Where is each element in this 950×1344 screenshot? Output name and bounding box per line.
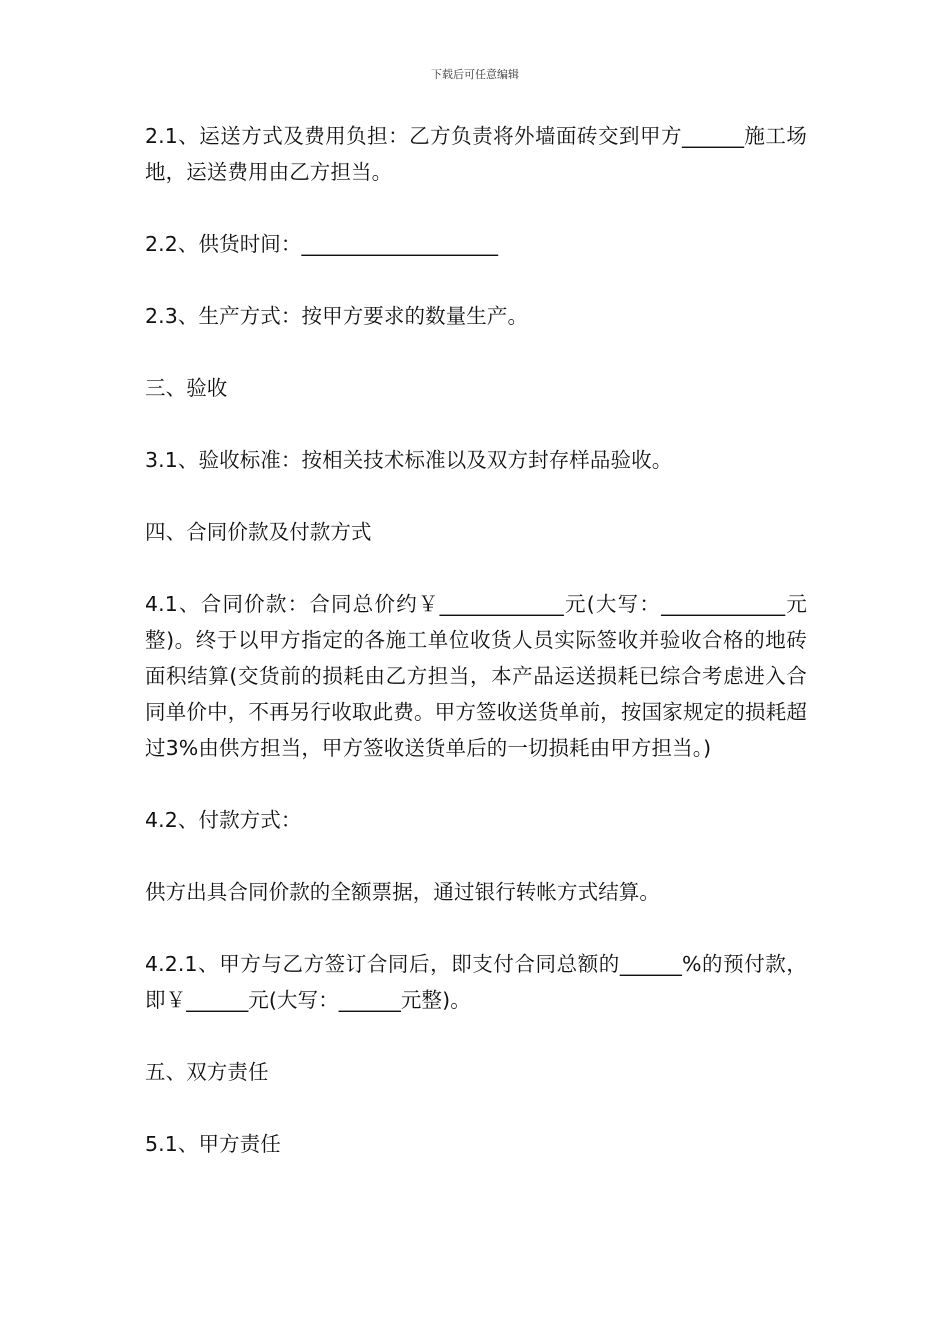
section-5-heading: 五、双方责任 [145,1060,269,1084]
payment-settlement-text: 供方出具合同价款的全额票据，通过银行转帐方式结算。 [145,880,660,904]
clause-5-1-party-a-duties: 5.1、甲方责任 [145,1132,281,1156]
clause-4-1-contract-price: 4.1、合同价款：合同总价约￥____________元(大写：____________元整)。终于以甲方指定的各施工单位收货人员实际签收并验收合格的地砖面积结算(交货前的损耗由乙方担当，本产品运送损耗已综合考虑进入合同单价中，不再另行收取此费。甲方签收送货单前，按国家规定的损耗超过3%由供方担当，甲方签收送货单后的一切损耗由甲方担当。) [145,592,807,760]
clause-4-2-1-prepayment: 4.2.1、甲方与乙方签订合同后，即支付合同总额的______%的预付款，即￥______元(大写：______元整)。 [145,952,807,1012]
section-3-heading: 三、验收 [145,376,228,400]
page-header: 下载后可任意编辑 [431,68,519,81]
clause-2-3-production: 2.3、生产方式：按甲方要求的数量生产。 [145,304,529,328]
clause-2-1-shipping: 2.1、运送方式及费用负担：乙方负责将外墙面砖交到甲方______施工场地，运送费用由乙方担当。 [145,124,807,184]
clause-2-2-delivery-time: 2.2、供货时间：___________________ [145,232,499,256]
document-body [145,118,807,1198]
clause-4-2-payment-method: 4.2、付款方式： [145,808,302,832]
clause-3-1-acceptance-standard: 3.1、验收标准：按相关技术标准以及双方封存样品验收。 [145,448,673,472]
section-4-heading: 四、合同价款及付款方式 [145,520,372,544]
